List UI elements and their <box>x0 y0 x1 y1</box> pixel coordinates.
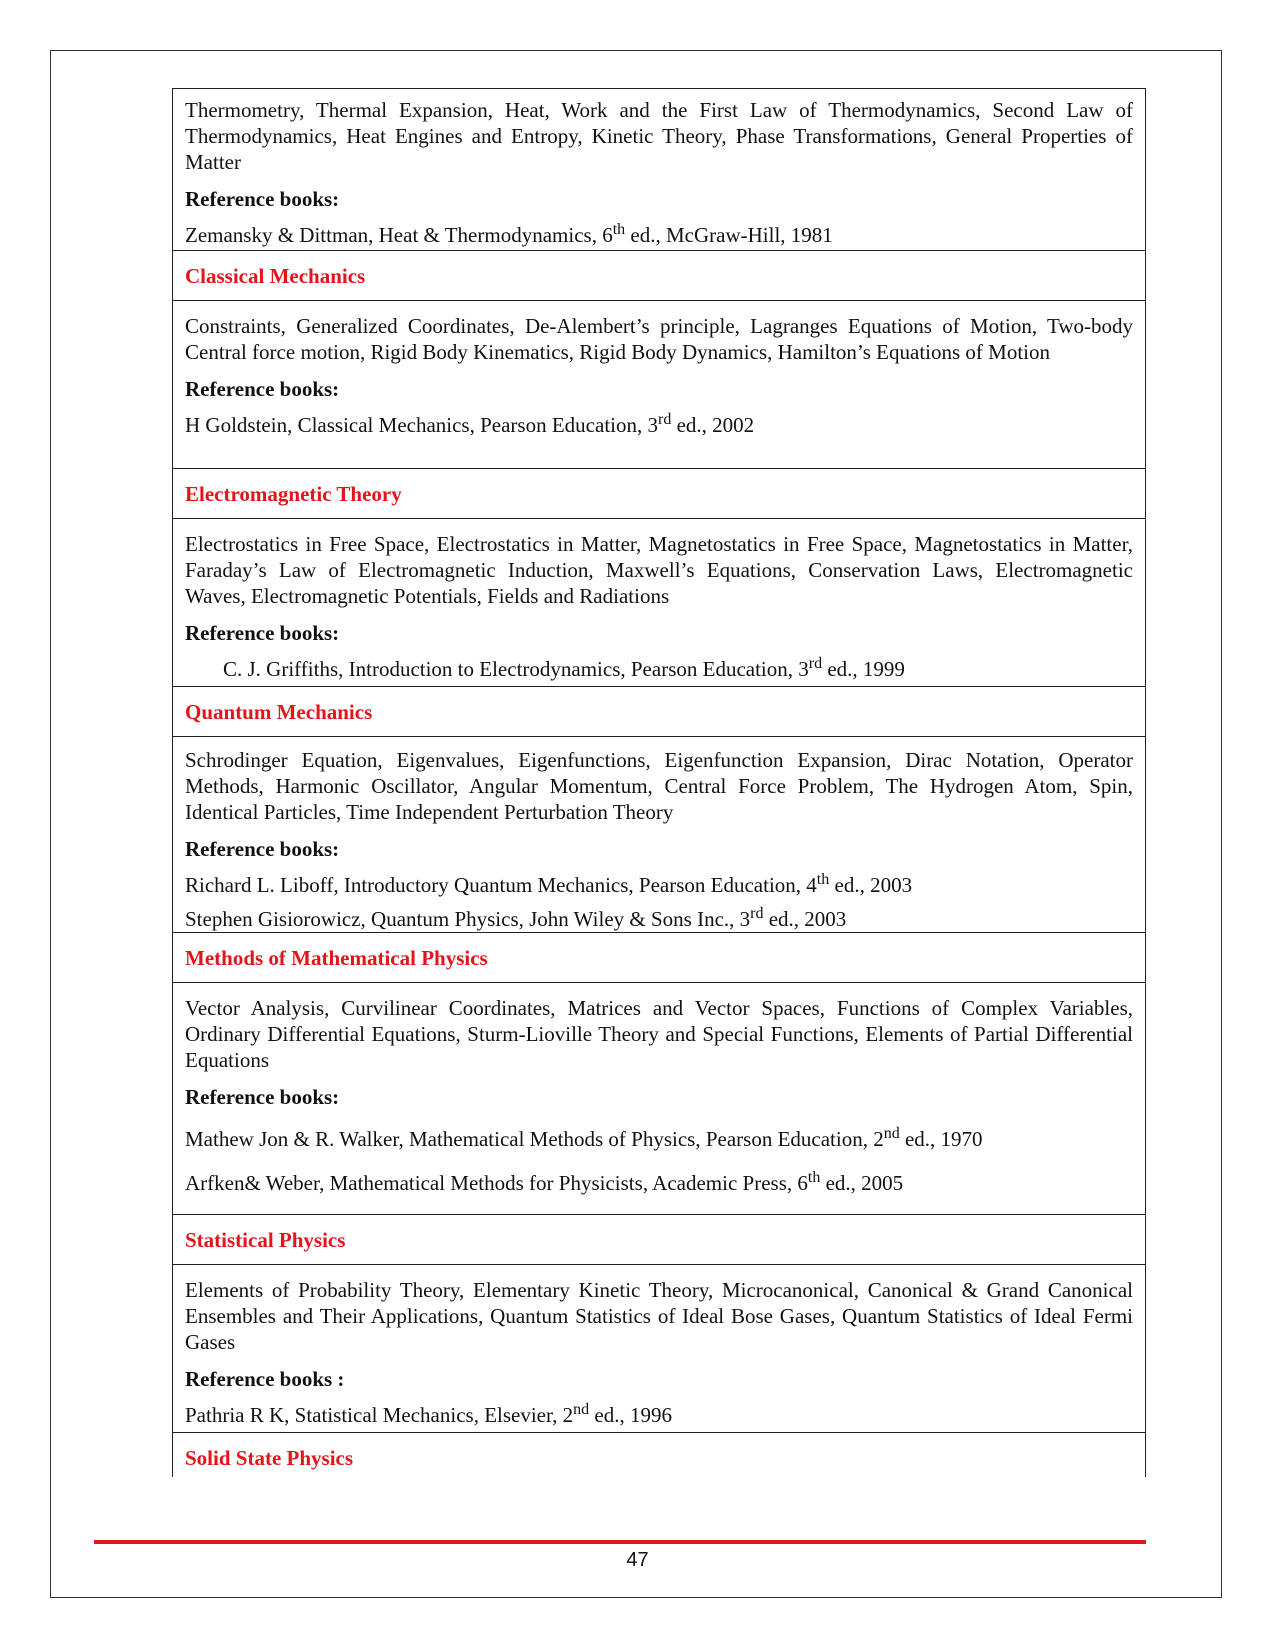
em-ref-1 <box>185 657 1133 681</box>
stat-heading-cell <box>173 1215 1145 1265</box>
stat-ref-label: Reference books : <box>185 1367 345 1391</box>
ref-text: ed., 1970 <box>899 1127 983 1151</box>
ref-text: ed., 1999 <box>822 657 905 681</box>
quantum-heading-cell <box>173 687 1145 737</box>
ref-sup: nd <box>883 1125 900 1142</box>
solid-heading: Solid State Physics <box>185 1446 354 1470</box>
ref-text: ed., 2005 <box>820 1171 904 1195</box>
stat-topics: Elements of Probability Theory, Elementary Kinetic Theory, Microcanonical, Canonical & Grand Canonical Ensembles and Their Applications, Quantum Statistics of Ideal Bose Gases, Quantum Statistics of Ideal Fermi Gases <box>185 1278 1133 1354</box>
em-heading: Electromagnetic Theory <box>185 482 402 506</box>
ref-text: H Goldstein, Classical Mechanics, Pearson Education, 3 <box>185 413 658 437</box>
ref-text: Mathew Jon & R. Walker, Mathematical Methods of Physics, Pearson Education, 2 <box>185 1127 884 1151</box>
footer-divider <box>94 1540 1146 1544</box>
ref-text: ed., 2003 <box>829 873 913 897</box>
quantum-content-cell <box>173 737 1145 933</box>
math-heading-cell <box>173 933 1145 983</box>
ref-sup: th <box>807 1169 821 1186</box>
quantum-ref-2 <box>185 907 1133 931</box>
ref-text: ed., McGraw-Hill, 1981 <box>625 223 833 247</box>
page-number: 47 <box>626 1549 649 1571</box>
ref-text: Richard L. Liboff, Introductory Quantum Mechanics, Pearson Education, 4 <box>185 873 817 897</box>
math-heading: Methods of Mathematical Physics <box>185 946 488 970</box>
ref-sup: nd <box>573 1401 590 1418</box>
classical-content-cell <box>173 301 1145 469</box>
ref-text: ed., 2003 <box>763 907 847 931</box>
syllabus-table <box>172 88 1146 1477</box>
classical-heading-cell <box>173 251 1145 301</box>
math-topics: Vector Analysis, Curvilinear Coordinates, Matrices and Vector Spaces, Functions of Complex Variables, Ordinary Differential Equations, Sturm-Lioville Theory and Special Functions, Elements of Partial Differential Equations <box>185 996 1133 1072</box>
ref-sup: rd <box>657 411 672 428</box>
em-heading-cell <box>173 469 1145 519</box>
ref-text: Stephen Gisiorowicz, Quantum Physics, John Wiley & Sons Inc., 3 <box>185 907 751 931</box>
ref-text: ed., 2002 <box>671 413 755 437</box>
classical-ref-label: Reference books: <box>185 377 340 401</box>
quantum-topics: Schrodinger Equation, Eigenvalues, Eigenfunctions, Eigenfunction Expansion, Dirac Notation, Operator Methods, Harmonic Oscillator, Angular Momentum, Central Force Problem, The Hydrogen Atom, Spin, Identical Particles, Time Independent Perturbation Theory <box>185 748 1133 824</box>
stat-heading: Statistical Physics <box>185 1228 346 1252</box>
quantum-ref-1 <box>185 873 1133 897</box>
thermo-ref-1 <box>185 223 1133 247</box>
classical-topics: Constraints, Generalized Coordinates, De-Alembert’s principle, Lagranges Equations of Motion, Two-body Central force motion, Rigid Body Kinematics, Rigid Body Dynamics, Hamilton’s Equations of Motion <box>185 314 1133 364</box>
ref-sup: rd <box>750 905 764 922</box>
em-ref-label: Reference books: <box>185 621 340 645</box>
ref-sup: rd <box>808 655 823 672</box>
ref-sup: th <box>816 871 830 888</box>
math-ref-2 <box>185 1171 1133 1195</box>
ref-sup: th <box>612 221 626 238</box>
ref-text: Arfken& Weber, Mathematical Methods for Physicists, Academic Press, 6 <box>185 1171 808 1195</box>
stat-ref-1 <box>185 1403 1133 1427</box>
ref-text: Pathria R K, Statistical Mechanics, Elsevier, 2 <box>185 1403 574 1427</box>
thermo-content-cell <box>173 89 1145 251</box>
quantum-ref-label: Reference books: <box>185 837 340 861</box>
solid-heading-cell <box>173 1433 1145 1477</box>
math-content-cell <box>173 983 1145 1215</box>
em-content-cell <box>173 519 1145 687</box>
math-ref-1 <box>185 1127 1133 1151</box>
thermo-topics: Thermometry, Thermal Expansion, Heat, Work and the First Law of Thermodynamics, Second Law of Thermodynamics, Heat Engines and Entropy, Kinetic Theory, Phase Transformations, General Properties of Matter <box>185 98 1133 174</box>
math-ref-label: Reference books: <box>185 1085 340 1109</box>
stat-content-cell <box>173 1265 1145 1433</box>
ref-text: ed., 1996 <box>589 1403 672 1427</box>
em-topics: Electrostatics in Free Space, Electrostatics in Matter, Magnetostatics in Free Space, Magnetostatics in Matter, Faraday’s Law of Electromagnetic Induction, Maxwell’s Equations, Conservation Laws, Electromagnetic Waves, Electromagnetic Potentials, Fields and Radiations <box>185 532 1133 608</box>
quantum-heading: Quantum Mechanics <box>185 700 373 724</box>
ref-text: Zemansky & Dittman, Heat & Thermodynamics, 6 <box>185 223 613 247</box>
classical-heading: Classical Mechanics <box>185 264 366 288</box>
ref-text: C. J. Griffiths, Introduction to Electrodynamics, Pearson Education, 3 <box>223 657 809 681</box>
classical-ref-1 <box>185 413 1133 437</box>
thermo-ref-label: Reference books: <box>185 187 340 211</box>
